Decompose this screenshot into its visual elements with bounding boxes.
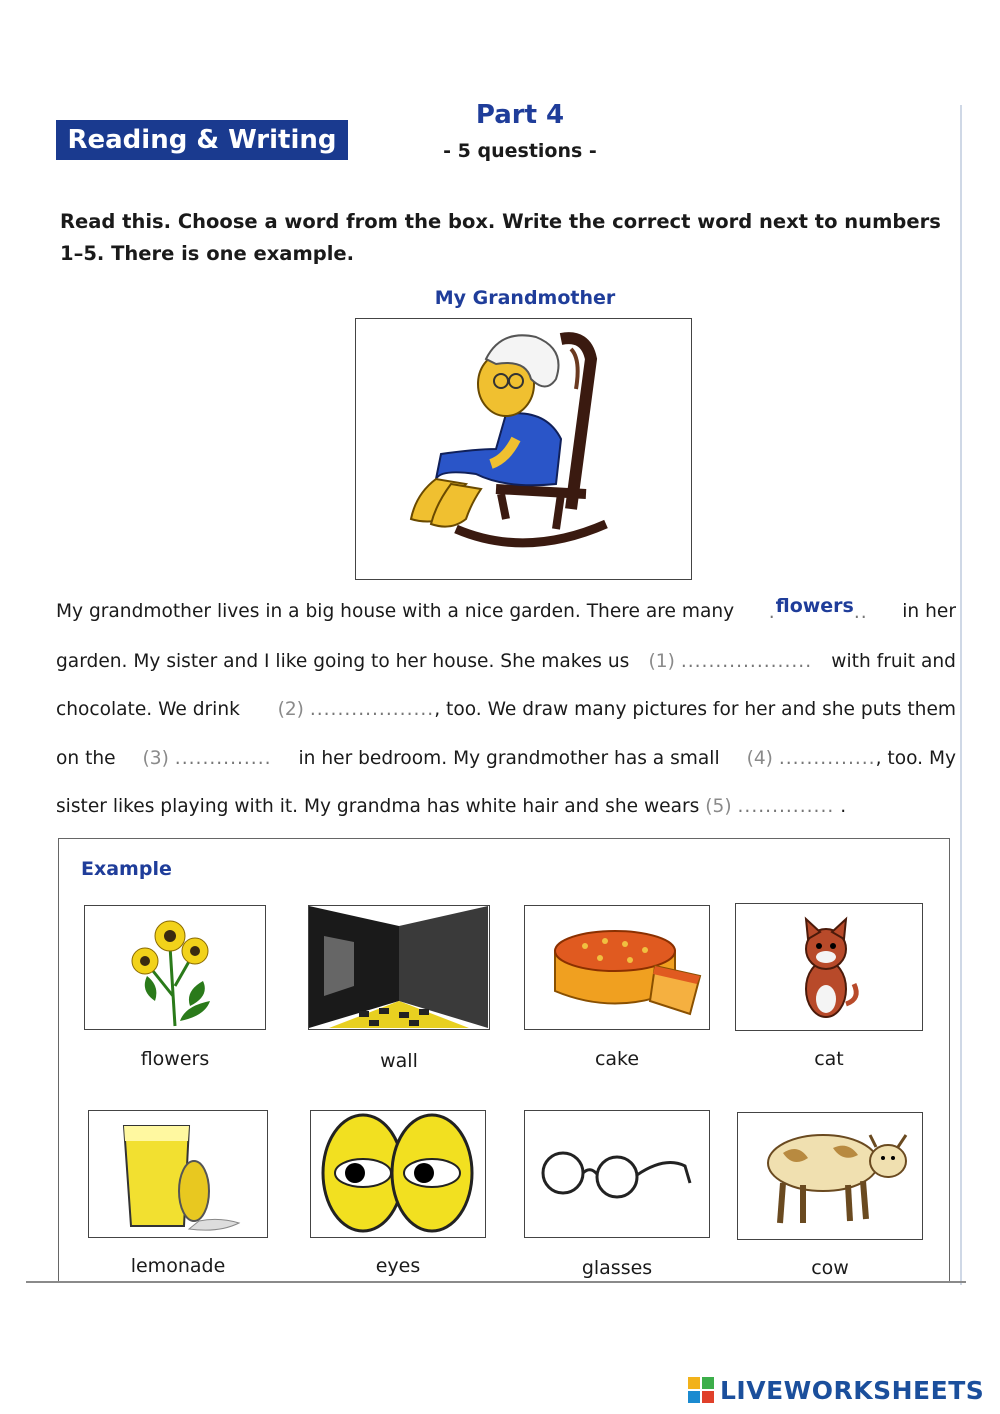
cow-icon [738, 1113, 921, 1238]
wall-card [308, 905, 490, 1030]
answer-blank-2[interactable]: .................. [309, 699, 435, 720]
eyes-icon [311, 1111, 484, 1236]
story-line-5: sister likes playing with it. My grandma has white hair and she wears (5) .............. . [56, 783, 956, 832]
cat-card [735, 903, 923, 1031]
word-glasses: glasses [581, 1257, 653, 1279]
question-number-5: (5) [705, 796, 732, 817]
example-label: Example [81, 858, 172, 880]
word-wall: wall [380, 1050, 418, 1072]
question-number-2: (2) [277, 699, 304, 720]
page-bottom-rule [26, 1281, 966, 1283]
brand-name: LIVEWORKSHEETS [720, 1375, 985, 1405]
section-banner: Reading & Writing [56, 120, 348, 160]
part-subtitle: - 5 questions - [443, 140, 597, 162]
flowers-card [84, 905, 266, 1030]
story-line-1: My grandmother lives in a big house with a nice garden. There are many .flowers.. in her [56, 595, 956, 623]
eyes-card [310, 1110, 486, 1238]
cat-icon [736, 904, 921, 1029]
instructions: Read this. Choose a word from the box. Write the correct word next to numbers 1–5. There is one example. [60, 210, 941, 265]
answer-blank-3[interactable]: .............. [174, 747, 272, 769]
word-cow: cow [811, 1257, 849, 1279]
example-answer: flowers [775, 595, 854, 617]
page-right-edge [960, 105, 962, 1285]
answer-blank-5[interactable]: .............. [737, 796, 835, 817]
answer-blank-1[interactable]: ................... [680, 650, 813, 672]
story-title: My Grandmother [434, 287, 616, 309]
grandmother-rocking-chair-icon [356, 319, 690, 578]
lemonade-icon [89, 1111, 266, 1236]
word-cat: cat [814, 1048, 844, 1070]
part-title: Part 4 [475, 100, 565, 130]
glasses-card [524, 1110, 710, 1238]
answer-blank-4[interactable]: .............. [778, 747, 876, 769]
flowers-icon [85, 906, 264, 1028]
room-wall-icon [309, 906, 488, 1028]
cake-card [524, 905, 710, 1030]
glasses-icon [525, 1111, 708, 1236]
cake-icon [525, 906, 708, 1028]
liveworksheets-logo-icon [688, 1377, 714, 1403]
word-lemonade: lemonade [130, 1255, 226, 1277]
story-paragraph [56, 588, 956, 832]
liveworksheets-logo[interactable] [688, 1373, 984, 1407]
story-line-3: chocolate. We drink (2) .................., too. We draw many pictures for her and she puts them [56, 699, 956, 720]
cow-card [737, 1112, 923, 1240]
story-line-2: garden. My sister and I like going to her house. She makes us (1) ................... with fruit and [56, 650, 956, 672]
word-eyes: eyes [375, 1255, 421, 1277]
word-cake: cake [594, 1048, 640, 1070]
lemonade-card [88, 1110, 268, 1238]
question-number-1: (1) [648, 650, 675, 672]
word-flowers: flowers [140, 1048, 210, 1070]
grandmother-picture [355, 318, 692, 580]
story-line-4: on the (3) .............. in her bedroom. My grandmother has a small (4) .............., too. My [56, 747, 956, 769]
question-number-4: (4) [746, 747, 773, 769]
question-number-3: (3) [142, 747, 169, 769]
